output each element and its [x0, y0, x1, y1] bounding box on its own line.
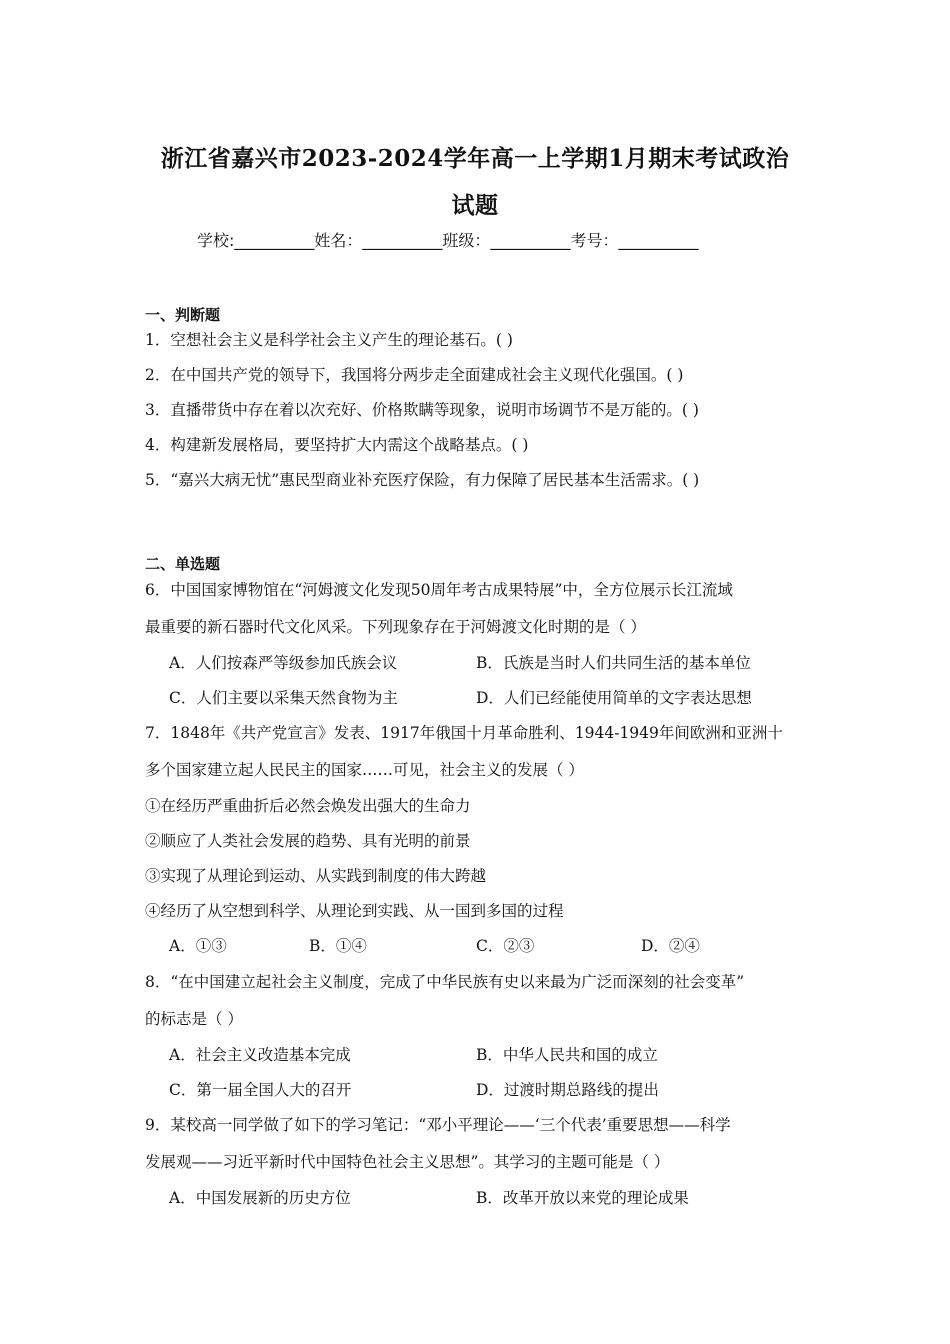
- q7-option-b: B．①④: [309, 937, 367, 955]
- q8-option-c: C．第一届全国人大的召开: [169, 1081, 352, 1099]
- question-5: 5．“嘉兴大病无忧”惠民型商业补充医疗保险，有力保障了居民基本生活需求。( ): [145, 471, 700, 489]
- name-label: 姓名：: [314, 231, 363, 250]
- q6-option-c: C．人们主要以采集天然食物为主: [169, 689, 398, 707]
- question-7-line1: 7．1848年《共产党宣言》发表、1917年俄国十月革命胜利、1944-1949年间欧洲和亚洲十: [145, 724, 783, 742]
- q7-statement-3: ③实现了从理论到运动、从实践到制度的伟大跨越: [145, 867, 487, 885]
- question-1: 1．空想社会主义是科学社会主义产生的理论基石。( ): [145, 331, 513, 349]
- q7-option-d: D．②④: [641, 937, 700, 955]
- question-3: 3．直播带货中存在着以次充好、价格欺瞒等现象，说明市场调节不是万能的。( ): [145, 401, 699, 419]
- question-2: 2．在中国共产党的领导下，我国将分两步走全面建成社会主义现代化强国。( ): [145, 366, 684, 384]
- q8-option-a: A．社会主义改造基本完成: [169, 1046, 351, 1064]
- question-6-line1: 6．中国国家博物馆在“河姆渡文化发现50周年考古成果特展”中，全方位展示长江流域: [145, 581, 733, 599]
- question-9-line2: 发展观——习近平新时代中国特色社会主义思想”。其学习的主题可能是（ ）: [145, 1153, 670, 1171]
- q8-option-b: B．中华人民共和国的成立: [476, 1046, 658, 1064]
- q7-option-a: A．①③: [169, 937, 227, 955]
- exam-title-line1: 浙江省嘉兴市2023-2024学年高一上学期1月期末考试政治: [160, 145, 790, 172]
- question-8-line1: 8．“在中国建立起社会主义制度，完成了中华民族有史以来最为广泛而深刻的社会变革”: [145, 973, 745, 991]
- question-8-line2: 的标志是（ ）: [145, 1010, 243, 1028]
- q6-option-b: B．氏族是当时人们共同生活的基本单位: [476, 654, 751, 672]
- q7-statement-1: ①在经历严重曲折后必然会焕发出强大的生命力: [145, 797, 471, 815]
- q6-option-a: A．人们按森严等级参加氏族会议: [169, 654, 398, 672]
- class-label: 班级：: [442, 231, 491, 250]
- section-heading-single-choice: 二、单选题: [145, 555, 221, 573]
- number-blank: __________: [618, 231, 699, 250]
- q7-statement-4: ④经历了从空想到科学、从理论到实践、从一国到多国的过程: [145, 902, 564, 920]
- number-label: 考号：: [570, 231, 619, 250]
- q9-option-a: A．中国发展新的历史方位: [169, 1189, 351, 1207]
- school-label: 学校:: [197, 231, 235, 250]
- q7-option-c: C．②③: [476, 937, 535, 955]
- school-blank: __________: [234, 231, 315, 250]
- question-4: 4．构建新发展格局，要坚持扩大内需这个战略基点。( ): [145, 436, 529, 454]
- student-info-row: [197, 228, 698, 251]
- section-heading-judgment: 一、判断题: [145, 306, 221, 324]
- question-7-line2: 多个国家建立起人民民主的国家……可见，社会主义的发展（ ）: [145, 761, 584, 779]
- name-blank: __________: [362, 231, 443, 250]
- class-blank: __________: [490, 231, 571, 250]
- q7-statement-2: ②顺应了人类社会发展的趋势、具有光明的前景: [145, 832, 471, 850]
- q6-option-d: D．人们已经能使用简单的文字表达思想: [476, 689, 752, 707]
- q8-option-d: D．过渡时期总路线的提出: [476, 1081, 659, 1099]
- question-6-line2: 最重要的新石器时代文化风采。下列现象存在于河姆渡文化时期的是（ ）: [145, 618, 646, 636]
- q9-option-b: B．改革开放以来党的理论成果: [476, 1189, 689, 1207]
- exam-title-line2: 试题: [451, 192, 499, 219]
- question-9-line1: 9．某校高一同学做了如下的学习笔记：“邓小平理论——‘三个代表’重要思想——科学: [145, 1116, 731, 1134]
